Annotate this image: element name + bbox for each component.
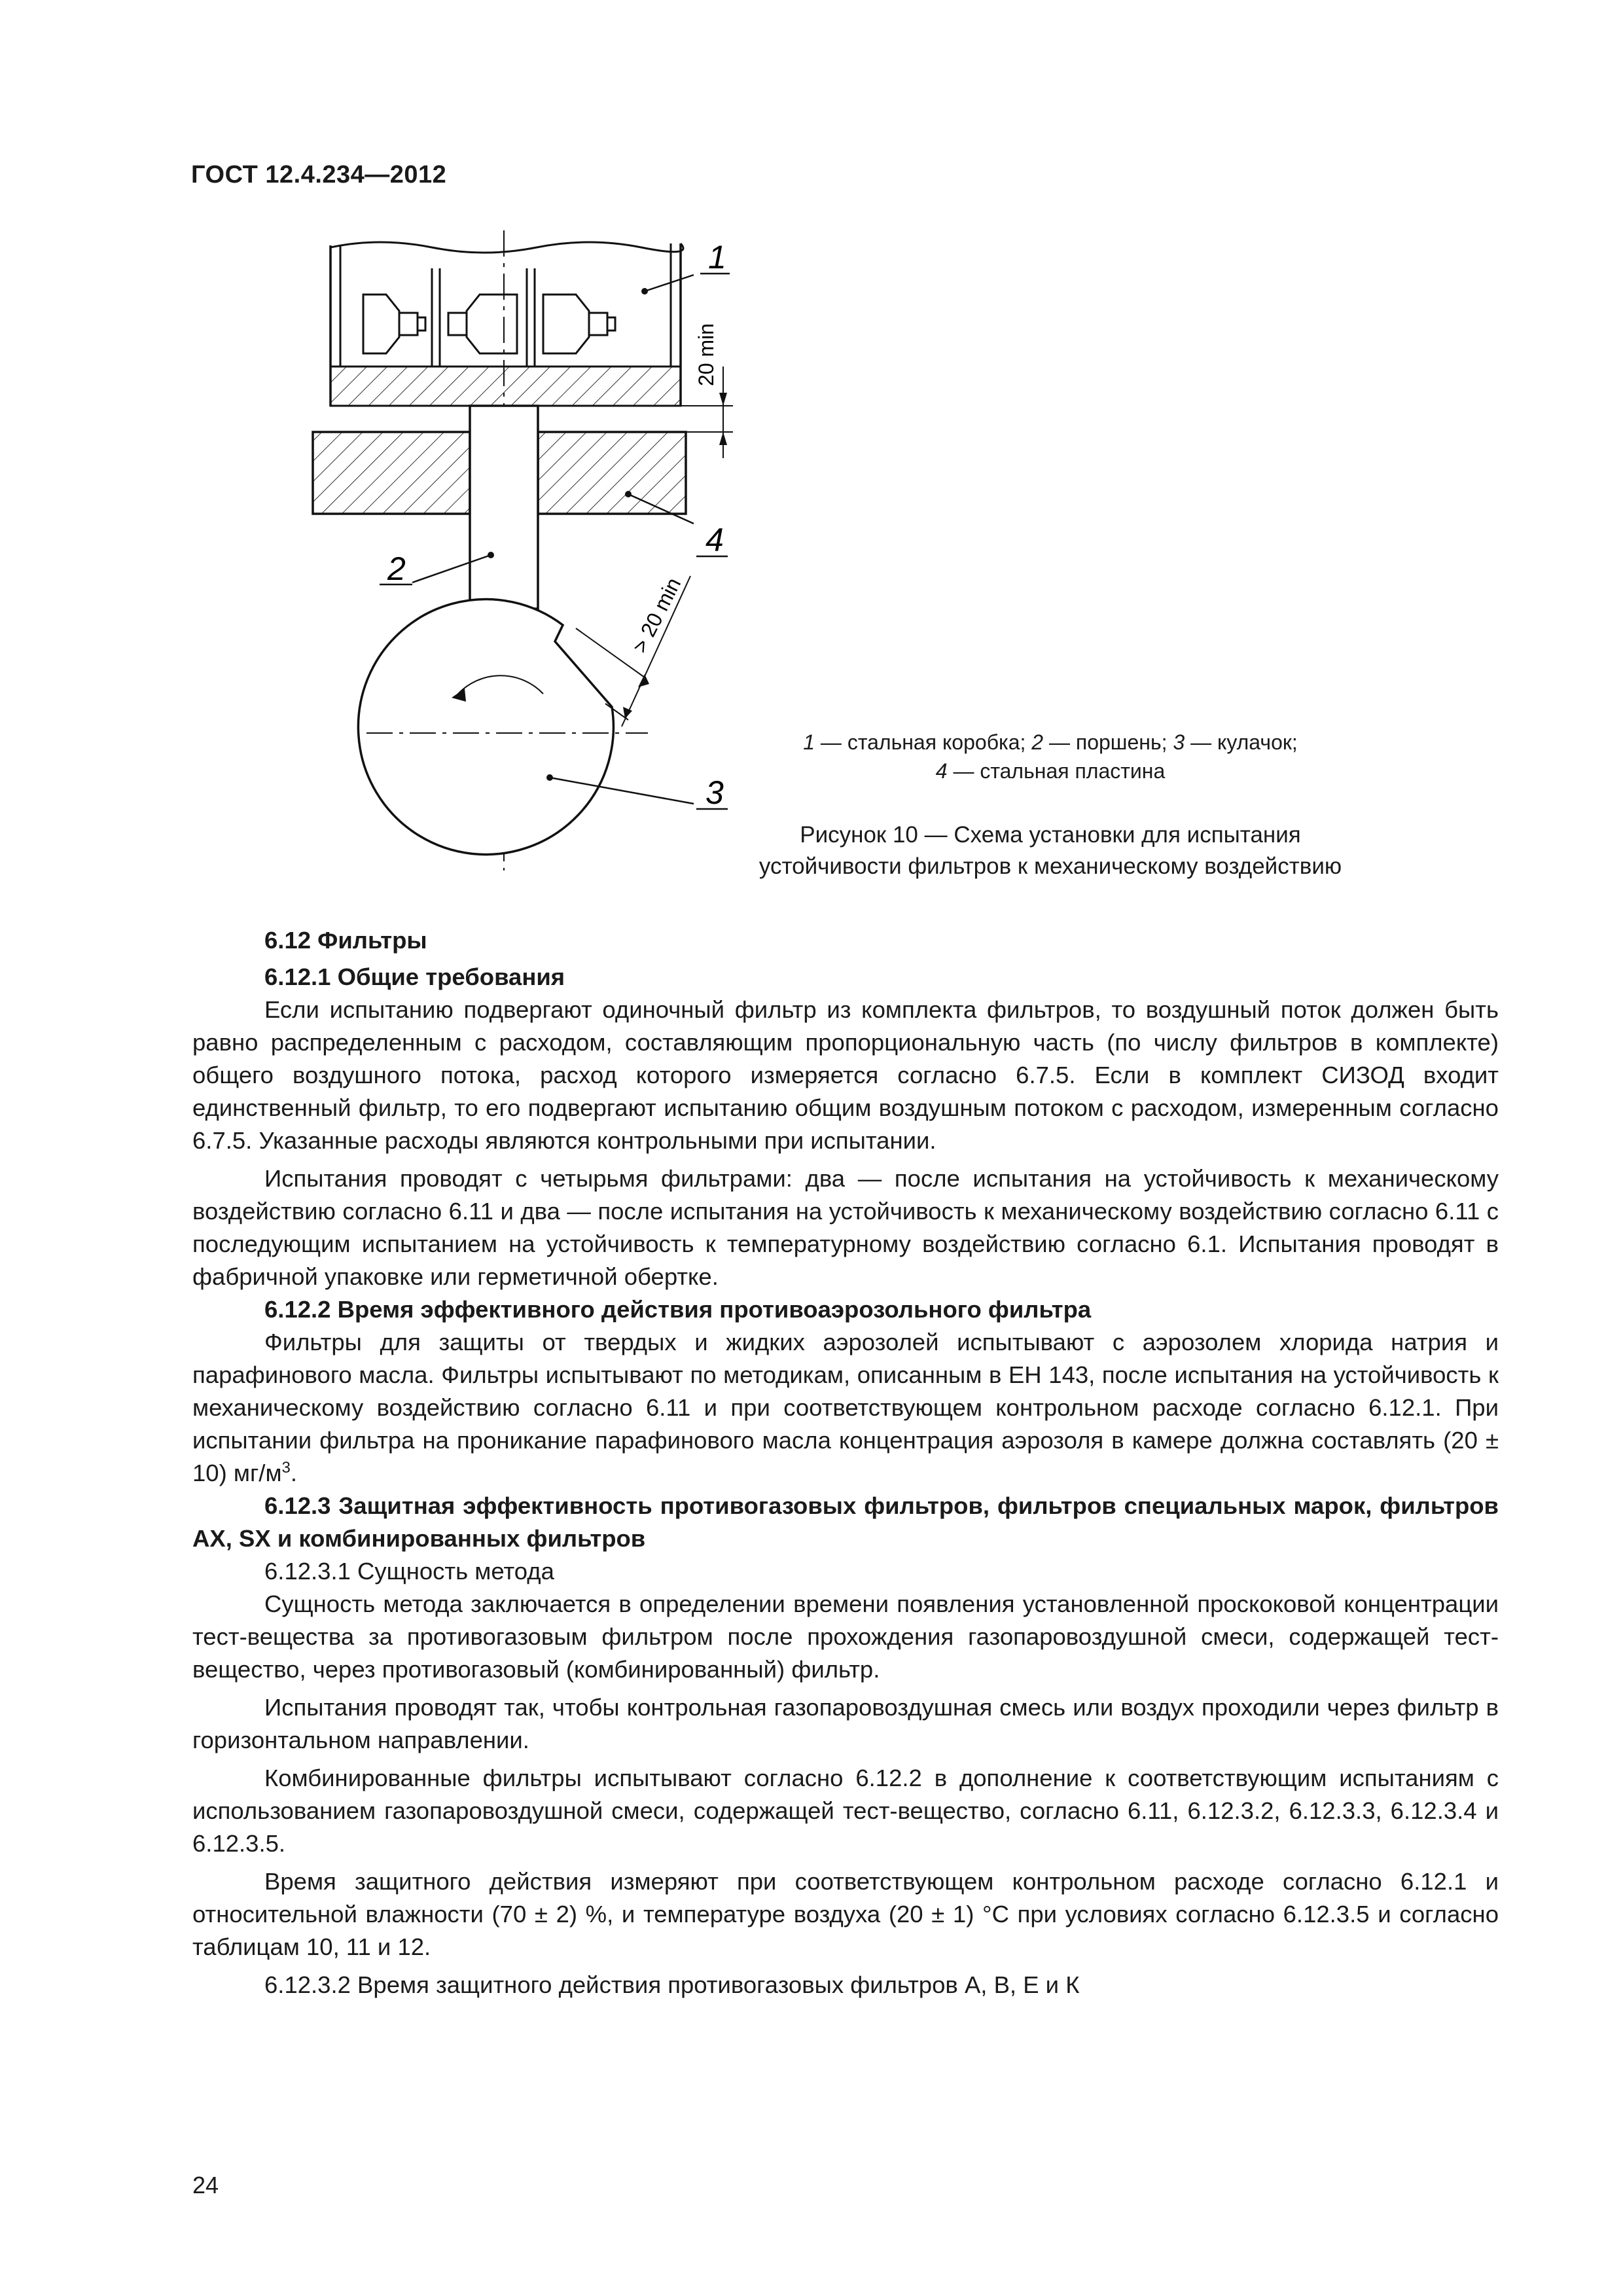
body-text [192, 924, 1499, 2001]
paragraph: Комбинированные фильтры испытывают согласно 6.12.2 в дополнение к соответствующим испытаниям с использованием газопаровоздушной смеси, содержащей тест-вещество, согласно 6.11, 6.12.3.2, 6.12.3.3, 6.12.3.4 и 6.12.3.5. [192, 1765, 1499, 1857]
paragraph: Время защитного действия измеряют при соответствующем контрольном расходе согласно 6.12.1 и относительной влажности (70 ± 2) %, и температуре воздуха (20 ± 1) °С при условиях согласно 6.12.3.5 и согласно таблицам 10, 11 и 12. [192, 1868, 1499, 1960]
callout-1: 1 [708, 239, 726, 276]
paragraph: Если испытанию подвергают одиночный фильтр из комплекта фильтров, то воздушный поток должен быть равно распределенным с расходом, составляющим пропорциональную часть (по числу фильтров в комплекте) общего воздушного потока, расход которого измеряется согласно 6.7.5. Если в комплект СИЗОД входит единственный фильтр, то его подвергают испытанию общим воздушным потоком с расходом, измеренным согласно 6.7.5. Указанные расходы являются контрольными при испытании. [192, 996, 1499, 1154]
paragraph: Испытания проводят с четырьмя фильтрами: два — после испытания на устойчивость к механическому воздействию согласно 6.11 и два — после испытания на устойчивость к механическому воздействию согласно 6.11 с последующим испытанием на устойчивость к температурному воздействию согласно 6.1. Испытания проводят в фабричной упаковке или герметичной обертке. [192, 1165, 1499, 1290]
filter-samples [363, 268, 615, 367]
callout-3: 3 [705, 774, 724, 811]
section-heading-6-12: 6.12 Фильтры [264, 927, 427, 954]
figure-caption: Рисунок 10 — Схема установки для испытания устойчивости фильтров к механическому воздействию [758, 822, 1342, 879]
steel-box [330, 242, 694, 406]
dimension-label-gt20min: > 20 min [628, 573, 686, 657]
callout-4: 4 [705, 522, 724, 558]
section-heading-6-12-1: 6.12.1 Общие требования [264, 963, 565, 990]
callout-2: 2 [387, 550, 406, 587]
paragraph: Фильтры для защиты от твердых и жидких аэрозолей испытывают с аэрозолем хлорида натрия и парафинового масла. Фильтры испытывают по методикам, описанным в ЕН 143, после испытания на устойчивость к механическому воздействию согласно 6.11 и при соответствующем контрольном расходе согласно 6.12.1. При испытании фильтра на проникание парафинового масла концентрация аэрозоля в камере должна составлять (20 ± 10) $мг/м^3$. [192, 1329, 1499, 1486]
section-heading-6-12-2: 6.12.2 Время эффективного действия противоаэрозольного фильтра [264, 1296, 1092, 1323]
dimension-label-20min: 20 min [694, 323, 718, 386]
paragraph: Сущность метода заключается в определении времени появления установленной проскоковой концентрации тест-вещества за противогазовым фильтром после прохождения газопаровоздушной смеси, содержащей тест-вещество, через противогазовый (комбинированный) фильтр. [192, 1590, 1499, 1683]
subsection-heading-6-12-3-1: 6.12.3.1 Сущность метода [264, 1558, 554, 1585]
paragraph: Испытания проводят так, чтобы контрольная газопаровоздушная смесь или воздух проходили через фильтр в горизонтальном направлении. [192, 1694, 1499, 1753]
document-header: ГОСТ 12.4.234—2012 [191, 161, 447, 188]
test-rig-figure [0, 0, 1623, 929]
section-heading-6-12-3: 6.12.3 Защитная эффективность противогазовых фильтров, фильтров специальных марок, фильтров АХ, SX и комбинированных фильтров [192, 1492, 1499, 1552]
page-number: 24 [192, 2172, 219, 2198]
subsection-heading-6-12-3-2: 6.12.3.2 Время защитного действия противогазовых фильтров А, В, Е и К [264, 1971, 1080, 1998]
figure-legend: 1 — стальная коробка; 2 — поршень; 3 — кулачок; 4 — стальная пластина [803, 730, 1298, 783]
